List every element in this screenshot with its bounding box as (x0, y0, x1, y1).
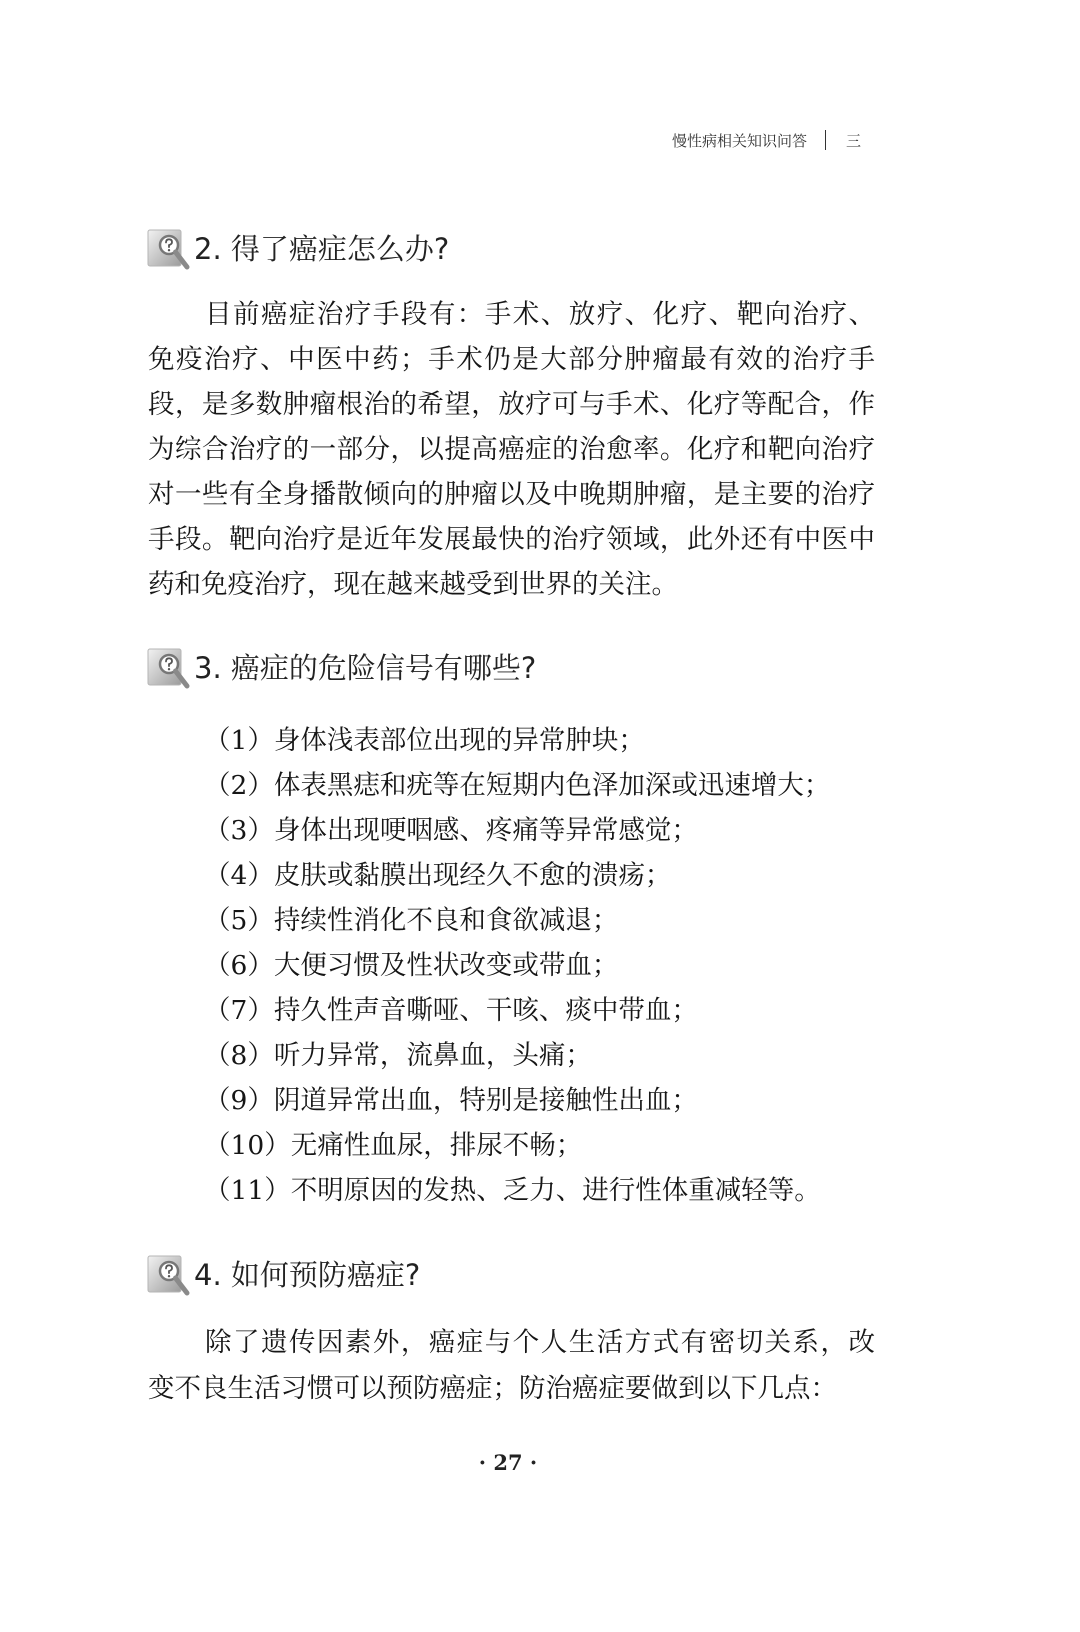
list-item: （3）身体出现哽咽感、疼痛等异常感觉； (204, 815, 698, 846)
section-title: 4. 如何预防癌症? (194, 1258, 421, 1292)
list-item: （10）无痛性血尿，排尿不畅； (204, 1130, 583, 1161)
section-paragraph (148, 292, 875, 607)
list-item: （6）大便习惯及性状改变或带血； (204, 950, 619, 981)
paragraph-line: 段，是多数肿瘤根治的希望，放疗可与手术、化疗等配合，作 (148, 389, 875, 420)
list-item: （7）持久性声音嘶哑、干咳、痰中带血； (204, 995, 698, 1026)
paragraph-line: 免疫治疗、中医中药；手术仍是大部分肿瘤最有效的治疗手 (148, 344, 875, 375)
list-item: （2）体表黑痣和疣等在短期内色泽加深或迅速增大； (204, 770, 831, 801)
question-magnifier-icon (146, 645, 192, 691)
paragraph-line: 手段。靶向治疗是近年发展最快的治疗领域，此外还有中医中 (148, 524, 875, 555)
paragraph-line: 变不良生活习惯可以预防癌症；防治癌症要做到以下几点： (148, 1373, 837, 1404)
list-item: （4）皮肤或黏膜出现经久不愈的溃疡； (204, 860, 672, 891)
section-heading (146, 645, 536, 691)
header-divider (825, 130, 826, 150)
paragraph-line: 为综合治疗的一部分，以提高癌症的治愈率。化疗和靶向治疗 (148, 434, 875, 465)
question-magnifier-icon (146, 226, 192, 272)
list-item: （1）身体浅表部位出现的异常肿块； (204, 725, 645, 756)
section-heading (146, 226, 449, 272)
section-title: 3. 癌症的危险信号有哪些? (194, 651, 537, 685)
chapter-number: 三 (846, 131, 862, 150)
running-header (672, 128, 861, 152)
question-magnifier-icon (146, 1252, 192, 1298)
list-item: （8）听力异常，流鼻血，头痛； (204, 1040, 592, 1071)
paragraph-line: 对一些有全身播散倾向的肿瘤以及中晚期肿瘤，是主要的治疗 (148, 479, 875, 510)
page-number: · 27 · (478, 1450, 538, 1475)
book-title: 慢性病相关知识问答 (672, 131, 808, 150)
list-item: （11）不明原因的发热、乏力、进行性体重减轻等。 (204, 1175, 821, 1206)
paragraph-line: 药和免疫治疗，现在越来越受到世界的关注。 (148, 569, 678, 600)
section-heading (146, 1252, 420, 1298)
paragraph-line: 目前癌症治疗手段有：手术、放疗、化疗、靶向治疗、 (205, 299, 875, 330)
warning-signs-list (204, 718, 884, 1213)
list-item: （9）阴道异常出血，特别是接触性出血； (204, 1085, 698, 1116)
list-item: （5）持续性消化不良和食欲减退； (204, 905, 619, 936)
section-paragraph (148, 1320, 875, 1412)
paragraph-line: 除了遗传因素外，癌症与个人生活方式有密切关系，改 (205, 1327, 875, 1358)
section-title: 2. 得了癌症怎么办? (194, 232, 450, 266)
